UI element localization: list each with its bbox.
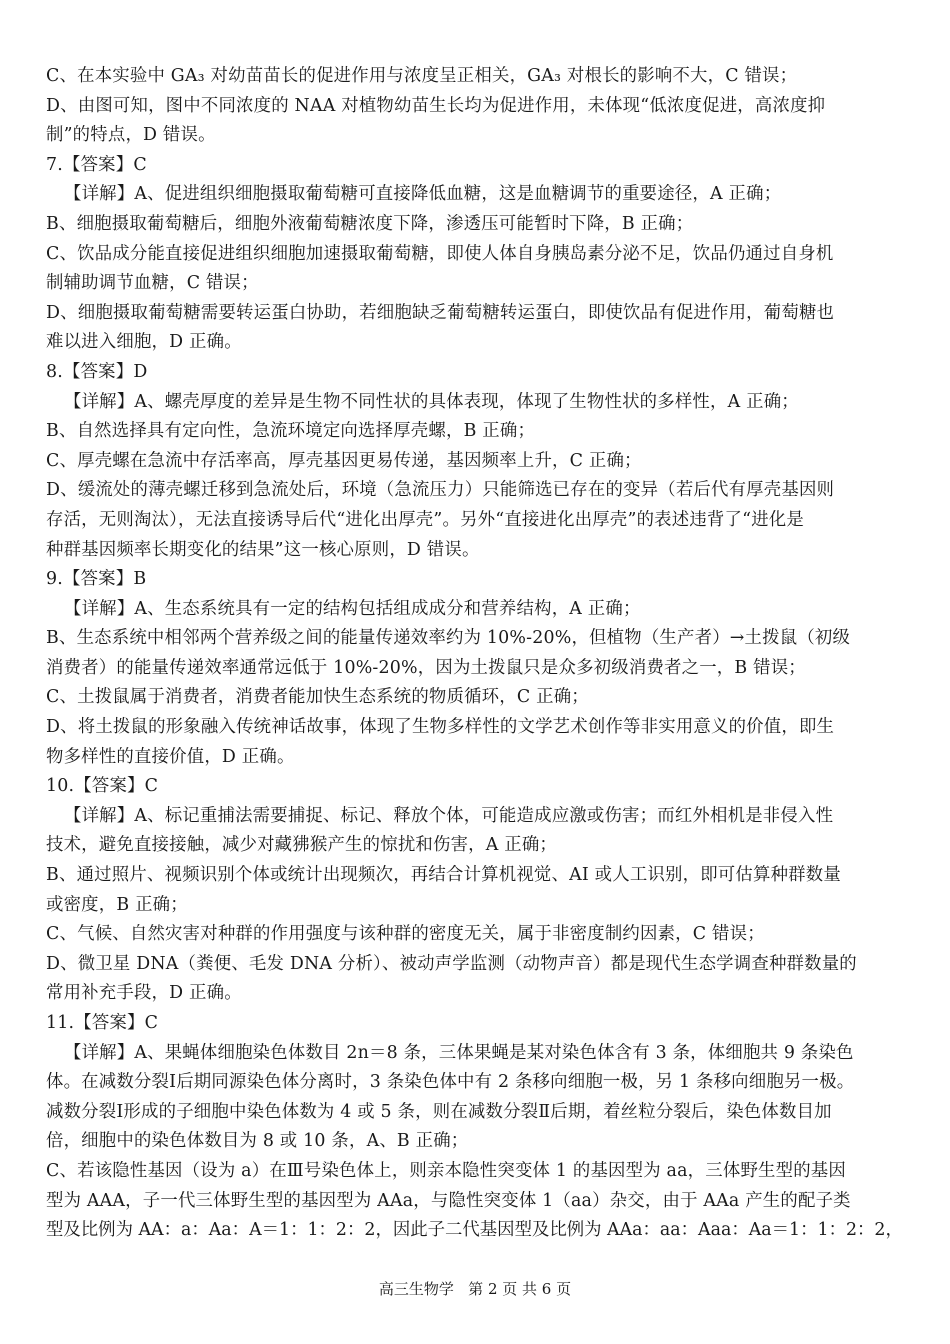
text-line: 型及比例为 AA：a：Aa：A＝1：1：2：2，因此子二代基因型及比例为 AAa：aa：Aaa：Aa＝1：1：2：2， bbox=[46, 1220, 903, 1241]
text-line: 8.【答案】D bbox=[46, 361, 148, 382]
text-line: 倍，细胞中的染色体数目为 8 或 10 条，A、B 正确； bbox=[46, 1131, 469, 1152]
text-line: 难以进入细胞，D 正确。 bbox=[46, 332, 242, 353]
document-body bbox=[46, 62, 908, 1246]
text-line: 常用补充手段，D 正确。 bbox=[46, 983, 242, 1004]
text-line: 制”的特点，D 错误。 bbox=[46, 125, 216, 146]
text-line: D、缓流处的薄壳螺迁移到急流处后，环境（急流压力）只能筛选已存在的变异（若后代有厚壳基因则 bbox=[46, 480, 835, 501]
text-line: 消费者）的能量传递效率通常远低于 10%-20%，因为土拨鼠只是众多初级消费者之一，B 错误； bbox=[46, 657, 806, 678]
text-line: 技术，避免直接接触，减少对藏狒猴产生的惊扰和伤害，A 正确； bbox=[46, 835, 558, 856]
text-line: 【详解】A、果蝇体细胞染色体数目 2n＝8 条，三体果蝇是某对染色体含有 3 条，体细胞共 9 条染色 bbox=[64, 1042, 854, 1063]
text-line: 【详解】A、生态系统具有一定的结构包括组成成分和营养结构，A 正确； bbox=[64, 598, 641, 619]
text-line: 【详解】A、标记重捕法需要捕捉、标记、释放个体，可能造成应激或伤害；而红外相机是非侵入性 bbox=[64, 805, 834, 826]
text-line: 制辅助调节血糖，C 错误； bbox=[46, 273, 259, 294]
text-line: 减数分裂Ⅰ形成的子细胞中染色体数为 4 或 5 条，则在减数分裂Ⅱ后期，着丝粒分裂后，染色体数目加 bbox=[46, 1101, 832, 1122]
text-line: 种群基因频率长期变化的结果”这一核心原则，D 错误。 bbox=[46, 539, 480, 560]
text-line: 体。在减数分裂Ⅰ后期同源染色体分离时，3 条染色体中有 2 条移向细胞一极，另 1 条移向细胞另一极。 bbox=[46, 1072, 855, 1093]
text-line: 【详解】A、螺壳厚度的差异是生物不同性状的具体表现，体现了生物性状的多样性，A 正确； bbox=[64, 391, 799, 412]
text-line: D、微卫星 DNA（粪便、毛发 DNA 分析）、被动声学监测（动物声音）都是现代生态学调查种群数量的 bbox=[46, 953, 857, 974]
text-line: C、在本实验中 GA₃ 对幼苗苗长的促进作用与浓度呈正相关，GA₃ 对根长的影响不大，C 错误； bbox=[46, 66, 798, 86]
page-footer: 高三生物学 第 2 页 共 6 页 bbox=[378, 1280, 572, 1298]
text-line: 7.【答案】C bbox=[46, 154, 147, 175]
text-line: 型为 AAA，子一代三体野生型的基因型为 AAa，与隐性突变体 1（aa）杂交，由于 AAa 产生的配子类 bbox=[46, 1190, 851, 1211]
text-line: B、生态系统中相邻两个营养级之间的能量传递效率约为 10%-20%，但植物（生产者）→土拨鼠（初级 bbox=[46, 628, 851, 649]
text-line: D、细胞摄取葡萄糖需要转运蛋白协助，若细胞缺乏葡萄糖转运蛋白，即使饮品有促进作用，葡萄糖也 bbox=[46, 302, 835, 323]
text-line: D、将土拨鼠的形象融入传统神话故事，体现了生物多样性的文学艺术创作等非实用意义的价值，即生 bbox=[46, 717, 835, 738]
text-line: B、通过照片、视频识别个体或统计出现频次，再结合计算机视觉、AI 或人工识别，即可估算种群数量 bbox=[46, 865, 841, 886]
text-line: C、饮品成分能直接促进组织细胞加速摄取葡萄糖，即使人体自身胰岛素分泌不足，饮品仍通过自身机 bbox=[46, 243, 834, 264]
text-line: 9.【答案】B bbox=[46, 569, 147, 590]
text-line: 物多样性的直接价值，D 正确。 bbox=[46, 746, 295, 767]
text-line: 11.【答案】C bbox=[46, 1013, 159, 1033]
text-line: B、自然选择具有定向性，急流环境定向选择厚壳螺，B 正确； bbox=[46, 421, 536, 442]
text-line: C、若该隐性基因（设为 a）在Ⅲ号染色体上，则亲本隐性突变体 1 的基因型为 aa，三体野生型的基因 bbox=[46, 1160, 846, 1181]
text-line: B、细胞摄取葡萄糖后，细胞外液葡萄糖浓度下降，渗透压可能暂时下降，B 正确； bbox=[46, 213, 694, 234]
text-line: 或密度，B 正确； bbox=[46, 894, 188, 915]
text-line: D、由图可知，图中不同浓度的 NAA 对植物幼苗生长均为促进作用，未体现“低浓度促进，高浓度抑 bbox=[46, 95, 826, 116]
text-line: 10.【答案】C bbox=[46, 776, 159, 797]
text-line: C、厚壳螺在急流中存活率高，厚壳基因更易传递，基因频率上升，C 正确； bbox=[46, 450, 642, 471]
text-line: 【详解】A、促进组织细胞摄取葡萄糖可直接降低血糖，这是血糖调节的重要途径，A 正确； bbox=[64, 184, 782, 205]
text-line: C、气候、自然灾害对种群的作用强度与该种群的密度无关，属于非密度制约因素，C 错误； bbox=[46, 924, 765, 945]
text-line: 存活，无则淘汰），无法直接诱导后代“进化出厚壳”。另外“直接进化出厚壳”的表述违背了“进化是 bbox=[46, 509, 804, 530]
text-line: C、土拨鼠属于消费者，消费者能加快生态系统的物质循环，C 正确； bbox=[46, 687, 589, 708]
